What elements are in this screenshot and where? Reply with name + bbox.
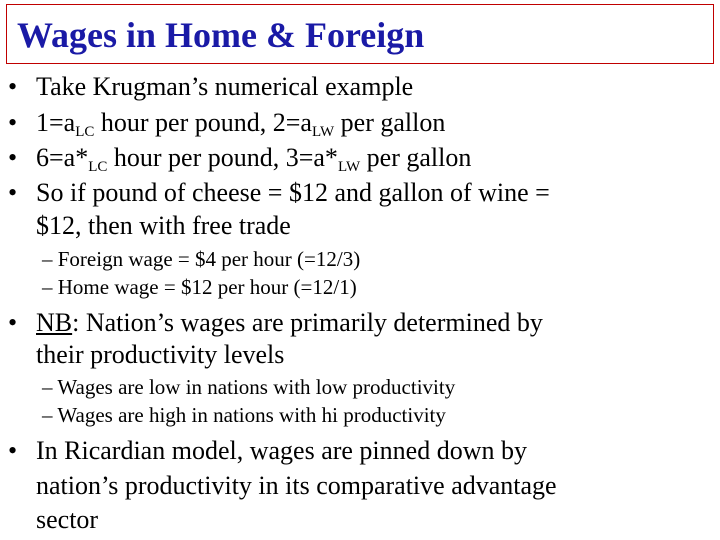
sub-bullet-text: Foreign wage = $4 per hour (=12/3) [57,247,361,271]
dash-icon: – [42,247,53,271]
subscript: LW [337,159,361,175]
text-segment: 6=a* [36,143,89,172]
bullet-text: So if pound of cheese = $12 and gallon of wine = [36,178,550,207]
subscript: LC [75,124,95,140]
bullet-text [36,308,543,338]
sub-bullet-text: Wages are high in nations with hi productivity [57,403,446,427]
text-segment: : Nation’s wages are primarily determined by [72,308,543,337]
bullet-text [36,108,445,138]
sub-bullet-text: Wages are low in nations with low productivity [57,375,456,399]
text-segment: 1=a [36,108,76,137]
bullet-icon: • [8,108,18,137]
text-segment: hour per pound, 3=a* [107,143,338,172]
dash-icon: – [42,275,53,299]
subscript: LW [311,124,335,140]
nb-label: NB [36,308,73,337]
slide-title: Wages in Home & Foreign [17,15,425,55]
bullet-text [36,143,471,173]
sub-bullet-text: Home wage = $12 per hour (=12/1) [57,275,357,299]
bullet-icon: • [8,72,18,101]
bullet-text: In Ricardian model, wages are pinned down by [36,436,527,465]
bullet-icon: • [8,178,18,207]
bullet-text-continuation: nation’s productivity in its comparative advantage [36,471,557,500]
text-segment: per gallon [360,143,472,172]
bullet-text-continuation: sector [36,505,99,534]
bullet-text-continuation: $12, then with free trade [36,211,291,240]
text-segment: hour per pound, 2=a [94,108,312,137]
sub-bullet-item [42,402,446,428]
text-segment: per gallon [334,108,446,137]
dash-icon: – [42,403,53,427]
subscript: LC [88,159,108,175]
sub-bullet-item [42,274,357,300]
sub-bullet-item [42,374,455,400]
bullet-icon: • [8,308,18,337]
title-box [6,4,714,64]
bullet-text: Take Krugman’s numerical example [36,72,414,101]
dash-icon: – [42,375,53,399]
bullet-text-continuation: their productivity levels [36,340,285,369]
sub-bullet-item [42,246,360,272]
bullet-icon: • [8,436,18,465]
bullet-icon: • [8,143,18,172]
